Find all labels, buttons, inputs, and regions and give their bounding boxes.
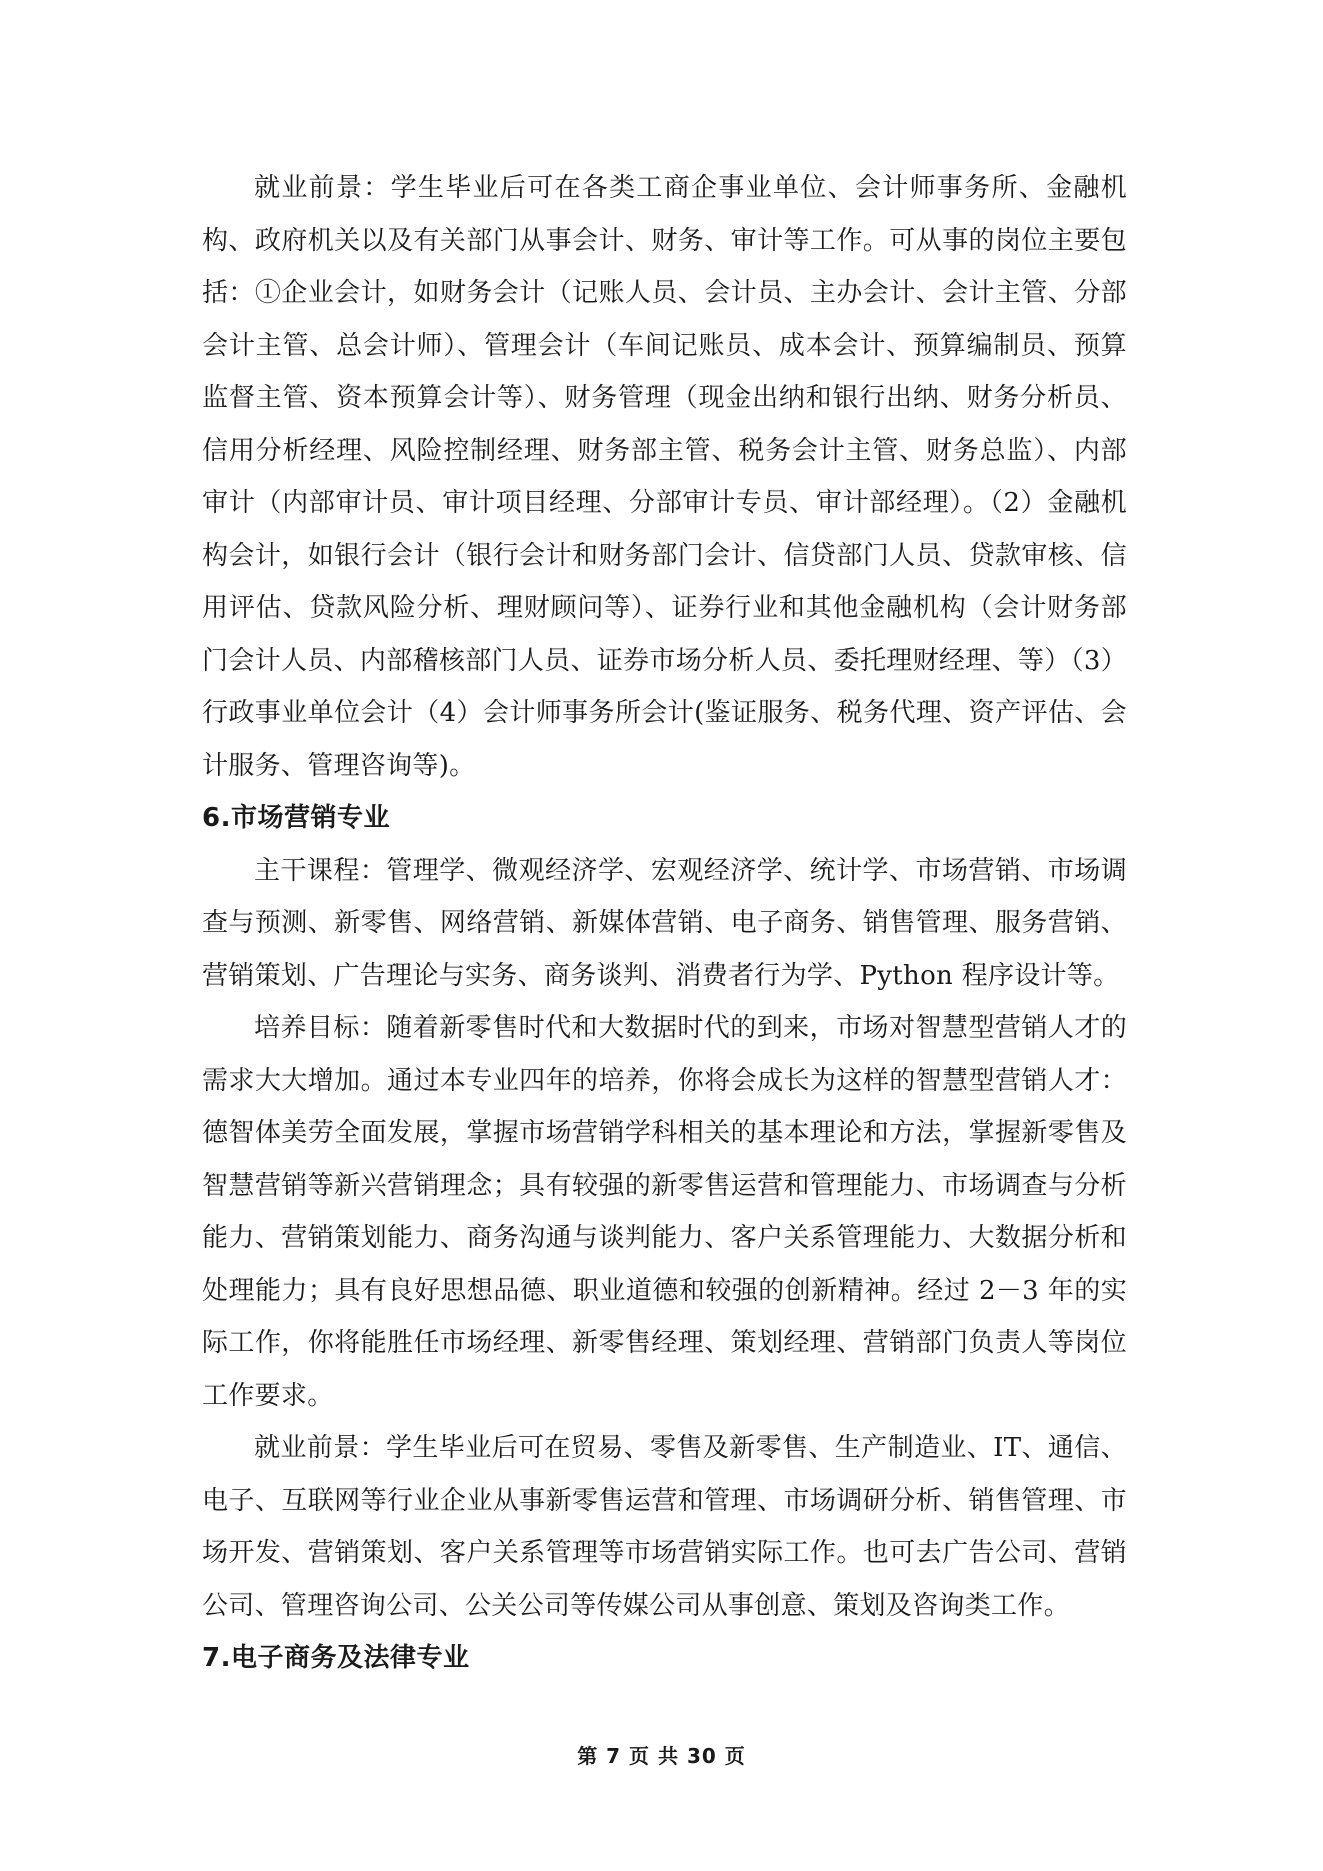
marketing-section-title: 6.市场营销专业 — [202, 803, 390, 833]
marketing-objective-paragraph: 培养目标：随着新零售时代和大数据时代的到来，市场对智慧型营销人才的需求大大增加。通过本专业四年的培养，你将会成长为这样的智慧型营销人才：德智体美劳全面发展，掌握市场营销学科相关的基本理论和方法，掌握新零售及智慧营销等新兴营销理念；具有较强的新零售运营和管理能力、市场调查与分析能力、营销策划能力、商务沟通与谈判能力、客户关系管理能力、大数据分析和处理能力；具有良好思想品德、职业道德和较强的创新精神。经过 2－3 年的实际工作，你将能胜任市场经理、新零售经理、策划经理、营销部门负责人等岗位工作要求。 — [202, 1013, 1127, 1411]
accounting-employment-paragraph: 就业前景：学生毕业后可在各类工商企事业单位、会计师事务所、金融机构、政府机关以及有关部门从事会计、财务、审计等工作。可从事的岗位主要包括：①企业会计，如财务会计（记账人员、会计员、主办会计、会计主管、分部会计主管、总会计师）、管理会计（车间记账员、成本会计、预算编制员、预算监督主管、资本预算会计等）、财务管理（现金出纳和银行出纳、财务分析员、信用分析经理、风险控制经理、财务部主管、税务会计主管、财务总监）、内部审计（内部审计员、审计项目经理、分部审计专员、审计部经理）。（2）金融机构会计，如银行会计（银行会计和财务部门会计、信贷部门人员、贷款审核、信用评估、贷款风险分析、理财顾问等）、证券行业和其他金融机构（会计财务部门会计人员、内部稽核部门人员、证券市场分析人员、委托理财经理、等）（3）行政事业单位会计（4）会计师事务所会计(鉴证服务、税务代理、资产评估、会计服务、管理咨询等)。 — [202, 173, 1127, 781]
ecommerce-law-section-title: 7.电子商务及法律专业 — [202, 1643, 470, 1673]
marketing-courses-paragraph: 主干课程：管理学、微观经济学、宏观经济学、统计学、市场营销、市场调查与预测、新零售、网络营销、新媒体营销、电子商务、销售管理、服务营销、营销策划、广告理论与实务、商务谈判、消费者行为学、Python 程序设计等。 — [202, 855, 1127, 991]
page-content — [202, 162, 1127, 1685]
page-number-footer: 第 7 页 共 30 页 — [577, 1744, 746, 1768]
marketing-employment-paragraph: 就业前景：学生毕业后可在贸易、零售及新零售、生产制造业、IT、通信、电子、互联网等行业企业从事新零售运营和管理、市场调研分析、销售管理、市场开发、营销策划、客户关系管理等市场营销实际工作。也可去广告公司、营销公司、管理咨询公司、公关公司等传媒公司从事创意、策划及咨询类工作。 — [202, 1433, 1127, 1621]
